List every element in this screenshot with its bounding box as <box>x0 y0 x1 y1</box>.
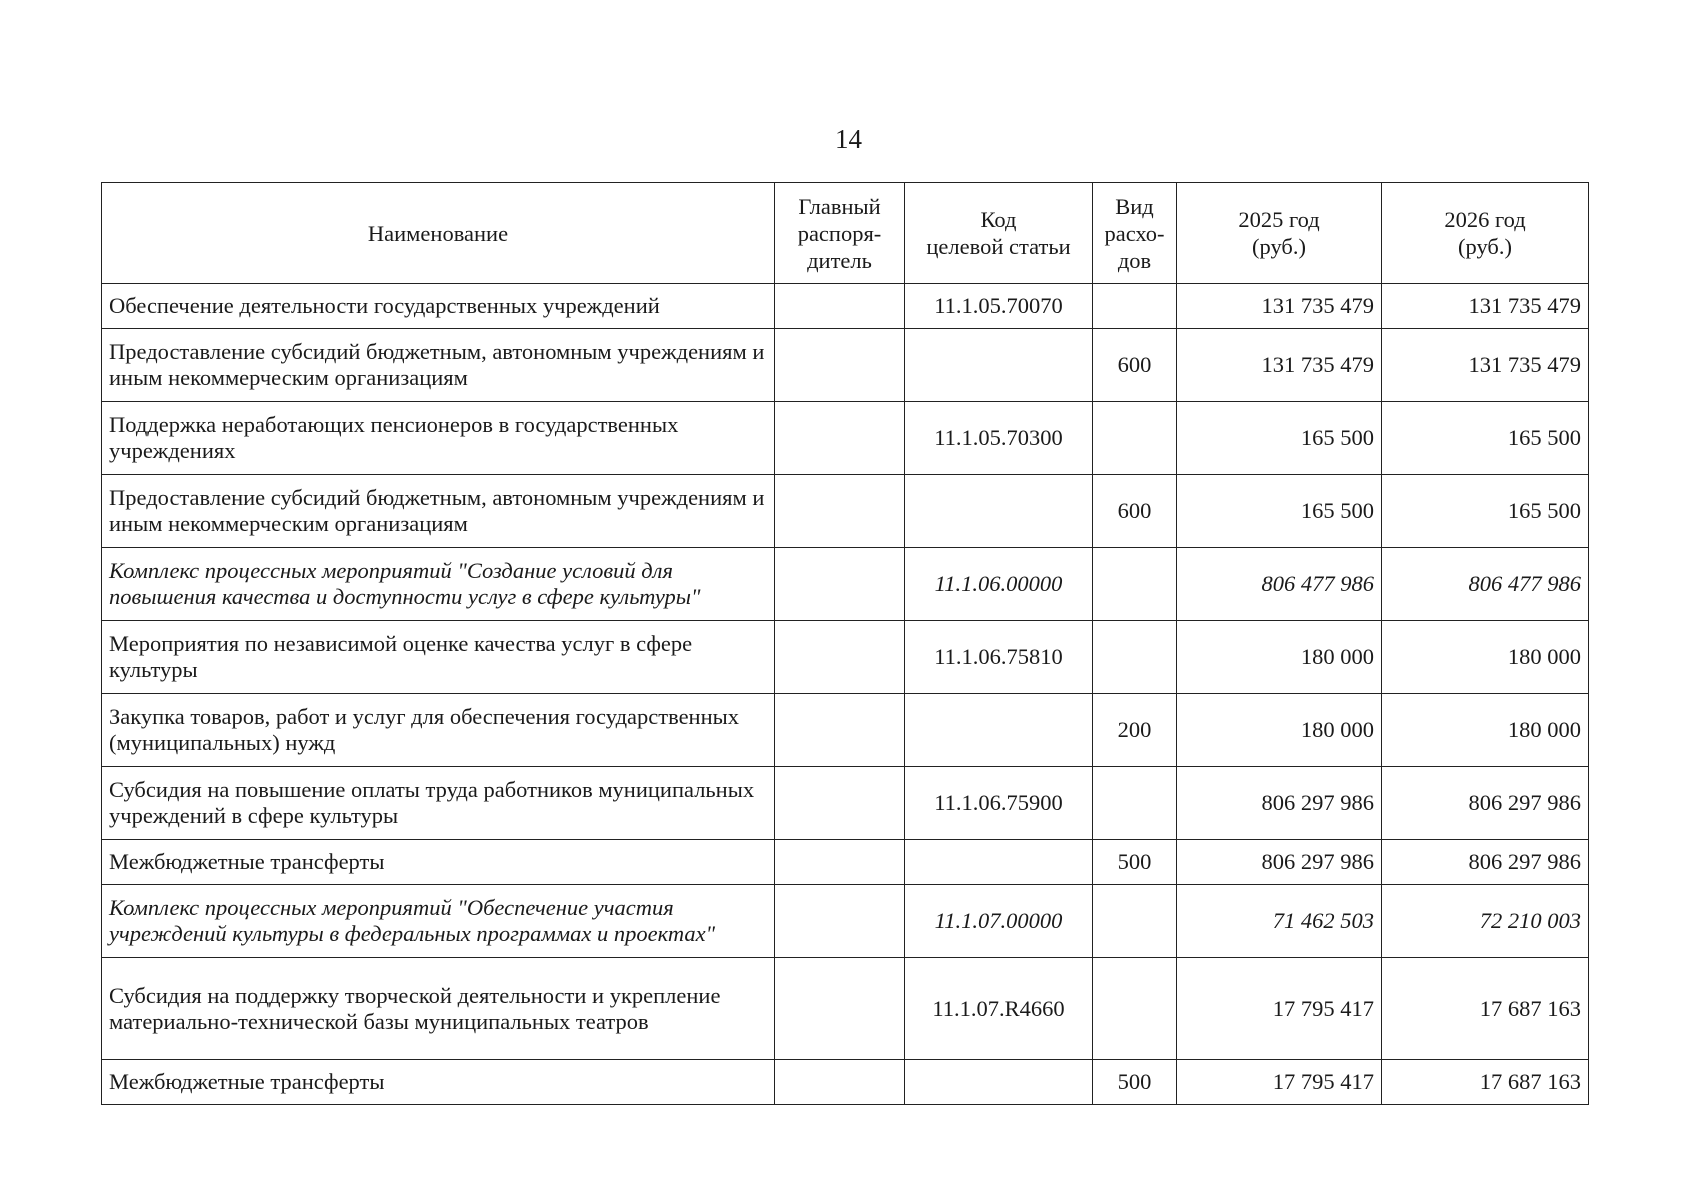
row-vid <box>1093 767 1177 840</box>
row-2026: 72 210 003 <box>1382 885 1589 958</box>
row-vid <box>1093 548 1177 621</box>
row-code <box>905 840 1093 885</box>
row-code: 11.1.06.00000 <box>905 548 1093 621</box>
row-vid: 600 <box>1093 475 1177 548</box>
row-2025: 131 735 479 <box>1177 329 1382 402</box>
header-code: Код целевой статьи <box>905 183 1093 284</box>
row-name: Закупка товаров, работ и услуг для обеспечения государственных (муниципальных) нужд <box>102 694 775 767</box>
row-name: Предоставление субсидий бюджетным, автономным учреждениям и иным некоммерческим организациям <box>102 329 775 402</box>
row-code <box>905 694 1093 767</box>
row-name: Обеспечение деятельности государственных учреждений <box>102 284 775 329</box>
row-code <box>905 329 1093 402</box>
row-vid <box>1093 402 1177 475</box>
row-2026: 131 735 479 <box>1382 329 1589 402</box>
row-vid <box>1093 885 1177 958</box>
row-2025: 17 795 417 <box>1177 1060 1382 1105</box>
row-code: 11.1.05.70070 <box>905 284 1093 329</box>
row-name: Предоставление субсидий бюджетным, автономным учреждениям и иным некоммерческим организациям <box>102 475 775 548</box>
table-row <box>102 621 1589 694</box>
header-vid: Вид расхо- дов <box>1093 183 1177 284</box>
row-manager <box>775 548 905 621</box>
table-row <box>102 548 1589 621</box>
row-2026: 806 297 986 <box>1382 840 1589 885</box>
header-2026: 2026 год (руб.) <box>1382 183 1589 284</box>
page-number: 14 <box>835 124 862 154</box>
header-name: Наименование <box>102 183 775 284</box>
row-2026: 806 477 986 <box>1382 548 1589 621</box>
row-2026: 131 735 479 <box>1382 284 1589 329</box>
table-row <box>102 958 1589 1060</box>
row-2026: 17 687 163 <box>1382 958 1589 1060</box>
row-2025: 180 000 <box>1177 694 1382 767</box>
table-row <box>102 1060 1589 1105</box>
row-name: Поддержка неработающих пенсионеров в государственных учреждениях <box>102 402 775 475</box>
row-code: 11.1.07.R4660 <box>905 958 1093 1060</box>
row-manager <box>775 621 905 694</box>
row-2026: 165 500 <box>1382 402 1589 475</box>
row-2025: 17 795 417 <box>1177 958 1382 1060</box>
table-row <box>102 694 1589 767</box>
row-vid: 200 <box>1093 694 1177 767</box>
row-manager <box>775 885 905 958</box>
row-vid: 600 <box>1093 329 1177 402</box>
row-2026: 165 500 <box>1382 475 1589 548</box>
row-vid <box>1093 958 1177 1060</box>
row-name: Комплекс процессных мероприятий "Обеспечение участия учреждений культуры в федеральных программах и проектах" <box>102 885 775 958</box>
row-code <box>905 475 1093 548</box>
table-row <box>102 475 1589 548</box>
row-2025: 131 735 479 <box>1177 284 1382 329</box>
row-manager <box>775 284 905 329</box>
row-2025: 180 000 <box>1177 621 1382 694</box>
row-2026: 806 297 986 <box>1382 767 1589 840</box>
row-2025: 165 500 <box>1177 475 1382 548</box>
row-manager <box>775 402 905 475</box>
row-manager <box>775 475 905 548</box>
row-manager <box>775 329 905 402</box>
table-row <box>102 840 1589 885</box>
row-manager <box>775 767 905 840</box>
row-name: Мероприятия по независимой оценке качества услуг в сфере культуры <box>102 621 775 694</box>
table-header-row <box>102 183 1589 284</box>
row-2025: 165 500 <box>1177 402 1382 475</box>
table-row <box>102 885 1589 958</box>
row-code <box>905 1060 1093 1105</box>
table-row <box>102 284 1589 329</box>
row-vid: 500 <box>1093 840 1177 885</box>
row-code: 11.1.05.70300 <box>905 402 1093 475</box>
row-2026: 180 000 <box>1382 694 1589 767</box>
row-2025: 806 477 986 <box>1177 548 1382 621</box>
header-manager: Главный распоря- дитель <box>775 183 905 284</box>
row-2026: 17 687 163 <box>1382 1060 1589 1105</box>
row-name: Комплекс процессных мероприятий "Создание условий для повышения качества и доступности услуг в сфере культуры" <box>102 548 775 621</box>
header-2025: 2025 год (руб.) <box>1177 183 1382 284</box>
row-2025: 806 297 986 <box>1177 840 1382 885</box>
row-name: Субсидия на поддержку творческой деятельности и укрепление материально-технической базы муниципальных театров <box>102 958 775 1060</box>
row-manager <box>775 958 905 1060</box>
row-vid <box>1093 284 1177 329</box>
row-name: Межбюджетные трансферты <box>102 840 775 885</box>
table-row <box>102 402 1589 475</box>
row-2025: 806 297 986 <box>1177 767 1382 840</box>
table-row <box>102 329 1589 402</box>
budget-table <box>101 182 1589 1105</box>
row-manager <box>775 840 905 885</box>
row-code: 11.1.07.00000 <box>905 885 1093 958</box>
row-manager <box>775 694 905 767</box>
row-2025: 71 462 503 <box>1177 885 1382 958</box>
row-name: Межбюджетные трансферты <box>102 1060 775 1105</box>
row-2026: 180 000 <box>1382 621 1589 694</box>
row-vid <box>1093 621 1177 694</box>
row-manager <box>775 1060 905 1105</box>
row-vid: 500 <box>1093 1060 1177 1105</box>
table-row <box>102 767 1589 840</box>
row-name: Субсидия на повышение оплаты труда работников муниципальных учреждений в сфере культуры <box>102 767 775 840</box>
row-code: 11.1.06.75900 <box>905 767 1093 840</box>
row-code: 11.1.06.75810 <box>905 621 1093 694</box>
